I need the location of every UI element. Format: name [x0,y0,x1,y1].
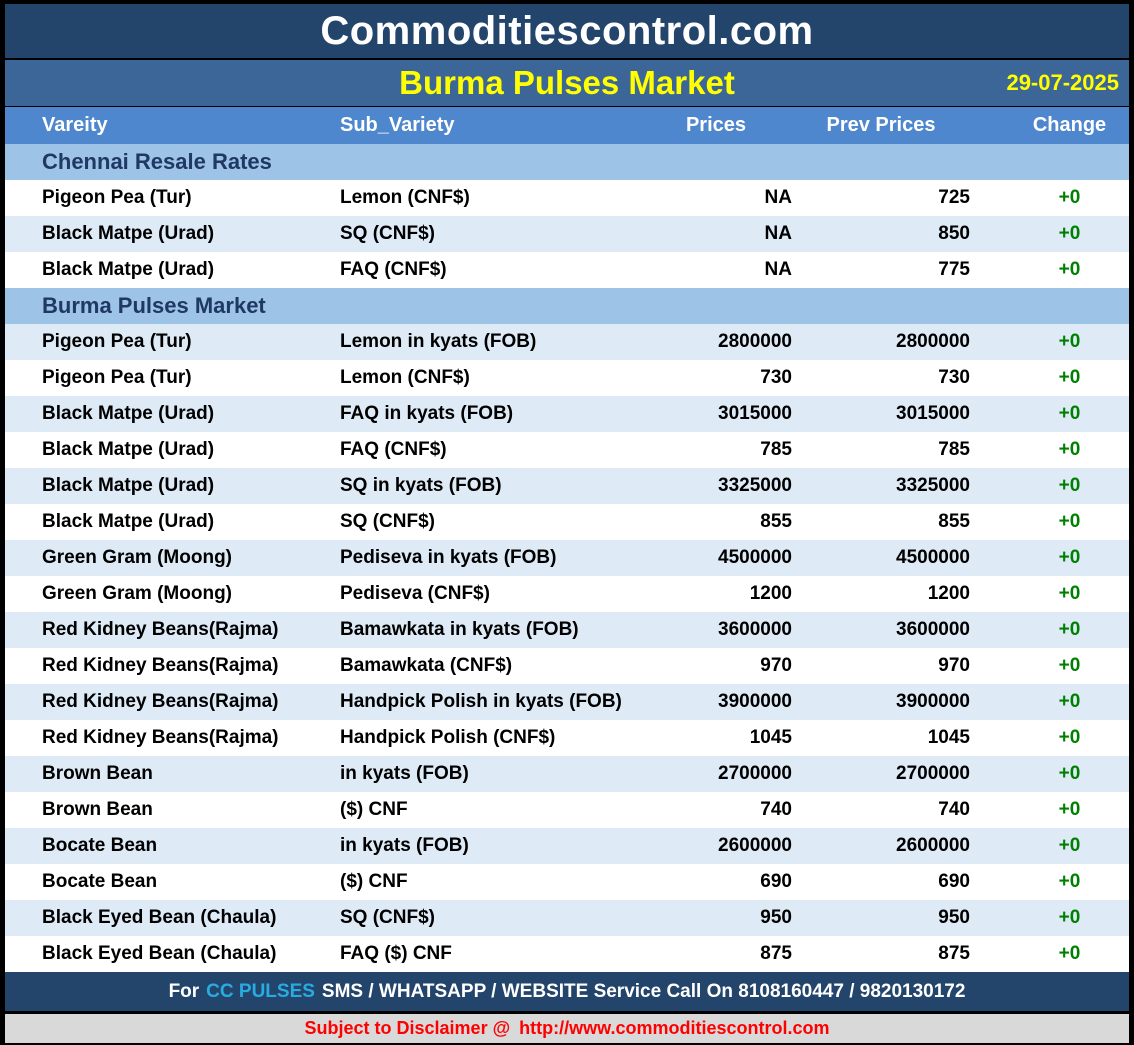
price-cell: NA [764,223,792,244]
variety-cell: Black Matpe (Urad) [42,511,215,532]
change-cell: +0 [1058,619,1081,640]
prev-price-cell: 785 [938,439,970,460]
variety-cell: Pigeon Pea (Tur) [42,187,192,208]
change-cell: +0 [1058,583,1081,604]
table-row [5,360,1129,396]
variety-cell: Pigeon Pea (Tur) [42,331,192,352]
table-row [5,216,1129,252]
variety-cell: Black Matpe (Urad) [42,403,215,424]
change-cell: +0 [1058,547,1081,568]
table-row [5,396,1129,432]
table-row [5,792,1129,828]
change-cell: +0 [1058,943,1081,964]
sub-variety-cell: Bamawkata in kyats (FOB) [340,619,579,640]
table-row [5,864,1129,900]
sub-variety-cell: Lemon in kyats (FOB) [340,331,537,352]
table-row [5,612,1129,648]
price-cell: NA [764,259,792,280]
price-cell: NA [764,187,792,208]
service-prefix: For [168,980,200,1002]
prev-price-cell: 730 [938,367,970,388]
change-cell: +0 [1058,475,1081,496]
report-date: 29-07-2025 [1006,70,1119,95]
change-cell: +0 [1058,727,1081,748]
column-header-change: Change [1032,114,1107,136]
change-cell: +0 [1058,367,1081,388]
column-header-sub-variety: Sub_Variety [340,114,455,136]
variety-cell: Black Matpe (Urad) [42,439,215,460]
sub-variety-cell: FAQ (CNF$) [340,439,447,460]
price-cell: 3325000 [718,475,792,496]
sub-variety-cell: Bamawkata (CNF$) [340,655,513,676]
table-row [5,252,1129,288]
sub-variety-cell: ($) CNF [340,871,408,892]
change-cell: +0 [1058,871,1081,892]
sub-variety-cell: Handpick Polish in kyats (FOB) [340,691,622,712]
price-cell: 855 [760,511,792,532]
price-cell: 950 [760,907,792,928]
change-cell: +0 [1058,799,1081,820]
prev-price-cell: 1200 [927,583,970,604]
column-header-prices: Prices [685,114,747,136]
table-row [5,576,1129,612]
price-cell: 785 [760,439,792,460]
section-title: Burma Pulses Market [42,293,266,318]
price-cell: 970 [760,655,792,676]
service-brand: CC PULSES [206,980,315,1002]
variety-cell: Bocate Bean [42,835,158,856]
variety-cell: Red Kidney Beans(Rajma) [42,727,279,748]
price-cell: 875 [760,943,792,964]
report-header [5,60,1129,107]
price-cell: 4500000 [718,547,792,568]
table-row [5,180,1129,216]
variety-cell: Brown Bean [42,763,153,784]
price-cell: 3900000 [718,691,792,712]
sub-variety-cell: SQ (CNF$) [340,907,435,928]
table-row [5,720,1129,756]
change-cell: +0 [1058,259,1081,280]
prev-price-cell: 970 [938,655,970,676]
prev-price-cell: 725 [938,187,970,208]
table-row [5,540,1129,576]
sub-variety-cell: SQ in kyats (FOB) [340,475,502,496]
price-cell: 2700000 [718,763,792,784]
change-cell: +0 [1058,439,1081,460]
site-header [5,4,1129,60]
prev-price-cell: 1045 [927,727,970,748]
variety-cell: Pigeon Pea (Tur) [42,367,192,388]
prev-price-cell: 740 [938,799,970,820]
disclaimer-bar [5,1011,1129,1043]
column-header-variety: Vareity [42,114,108,136]
change-cell: +0 [1058,403,1081,424]
sub-variety-cell: in kyats (FOB) [340,763,469,784]
price-cell: 3015000 [718,403,792,424]
variety-cell: Black Matpe (Urad) [42,223,215,244]
service-bar [5,972,1129,1011]
table-header-row [5,107,1129,144]
prev-price-cell: 3900000 [896,691,970,712]
table-row [5,828,1129,864]
price-cell: 2600000 [718,835,792,856]
variety-cell: Black Matpe (Urad) [42,259,215,280]
prev-price-cell: 950 [938,907,970,928]
price-cell: 3600000 [718,619,792,640]
price-cell: 690 [760,871,792,892]
sub-variety-cell: Pediseva (CNF$) [340,583,490,604]
change-cell: +0 [1058,655,1081,676]
variety-cell: Brown Bean [42,799,153,820]
service-text: SMS / WHATSAPP / WEBSITE Service Call On 8108160447 / 9820130172 [321,980,966,1002]
change-cell: +0 [1058,223,1081,244]
table-row [5,684,1129,720]
variety-cell: Black Eyed Bean (Chaula) [42,943,277,964]
change-cell: +0 [1058,511,1081,532]
price-cell: 730 [760,367,792,388]
variety-cell: Black Matpe (Urad) [42,475,215,496]
table-row [5,468,1129,504]
prev-price-cell: 775 [938,259,970,280]
change-cell: +0 [1058,835,1081,856]
change-cell: +0 [1058,763,1081,784]
price-cell: 1200 [749,583,792,604]
change-cell: +0 [1058,331,1081,352]
sub-variety-cell: in kyats (FOB) [340,835,469,856]
table-row [5,324,1129,360]
prev-price-cell: 3600000 [896,619,970,640]
table-body [5,144,1129,972]
site-title: Commoditiescontrol.com [320,8,814,53]
prev-price-cell: 3015000 [896,403,970,424]
sub-variety-cell: FAQ (CNF$) [340,259,447,280]
variety-cell: Green Gram (Moong) [42,547,233,568]
sub-variety-cell: Handpick Polish (CNF$) [340,727,556,748]
prev-price-cell: 4500000 [896,547,970,568]
sub-variety-cell: Lemon (CNF$) [340,367,470,388]
prev-price-cell: 690 [938,871,970,892]
table-row [5,756,1129,792]
sub-variety-cell: SQ (CNF$) [340,511,435,532]
change-cell: +0 [1058,691,1081,712]
prev-price-cell: 850 [938,223,970,244]
prev-price-cell: 875 [938,943,970,964]
table-row [5,504,1129,540]
price-cell: 740 [760,799,792,820]
table-row [5,648,1129,684]
sub-variety-cell: ($) CNF [340,799,408,820]
disclaimer-link[interactable]: http://www.commoditiescontrol.com [519,1018,830,1038]
variety-cell: Red Kidney Beans(Rajma) [42,619,279,640]
section-header-row [5,288,1129,324]
report-title: Burma Pulses Market [399,64,735,101]
variety-cell: Green Gram (Moong) [42,583,233,604]
prev-price-cell: 3325000 [896,475,970,496]
sub-variety-cell: FAQ in kyats (FOB) [340,403,514,424]
section-title: Chennai Resale Rates [42,149,272,174]
sub-variety-cell: SQ (CNF$) [340,223,435,244]
table-row [5,900,1129,936]
table-row [5,432,1129,468]
section-header-row [5,144,1129,180]
change-cell: +0 [1058,907,1081,928]
price-cell: 2800000 [718,331,792,352]
sub-variety-cell: FAQ ($) CNF [340,943,452,964]
table-row [5,936,1129,972]
prev-price-cell: 2600000 [896,835,970,856]
disclaimer-text: Subject to Disclaimer @ [304,1018,511,1038]
prev-price-cell: 855 [938,511,970,532]
column-header-prev-prices: Prev Prices [826,114,936,136]
price-cell: 1045 [749,727,792,748]
change-cell: +0 [1058,187,1081,208]
sub-variety-cell: Pediseva in kyats (FOB) [340,547,557,568]
prev-price-cell: 2700000 [896,763,970,784]
variety-cell: Red Kidney Beans(Rajma) [42,655,279,676]
variety-cell: Red Kidney Beans(Rajma) [42,691,279,712]
variety-cell: Bocate Bean [42,871,158,892]
sub-variety-cell: Lemon (CNF$) [340,187,470,208]
variety-cell: Black Eyed Bean (Chaula) [42,907,277,928]
prev-price-cell: 2800000 [896,331,970,352]
